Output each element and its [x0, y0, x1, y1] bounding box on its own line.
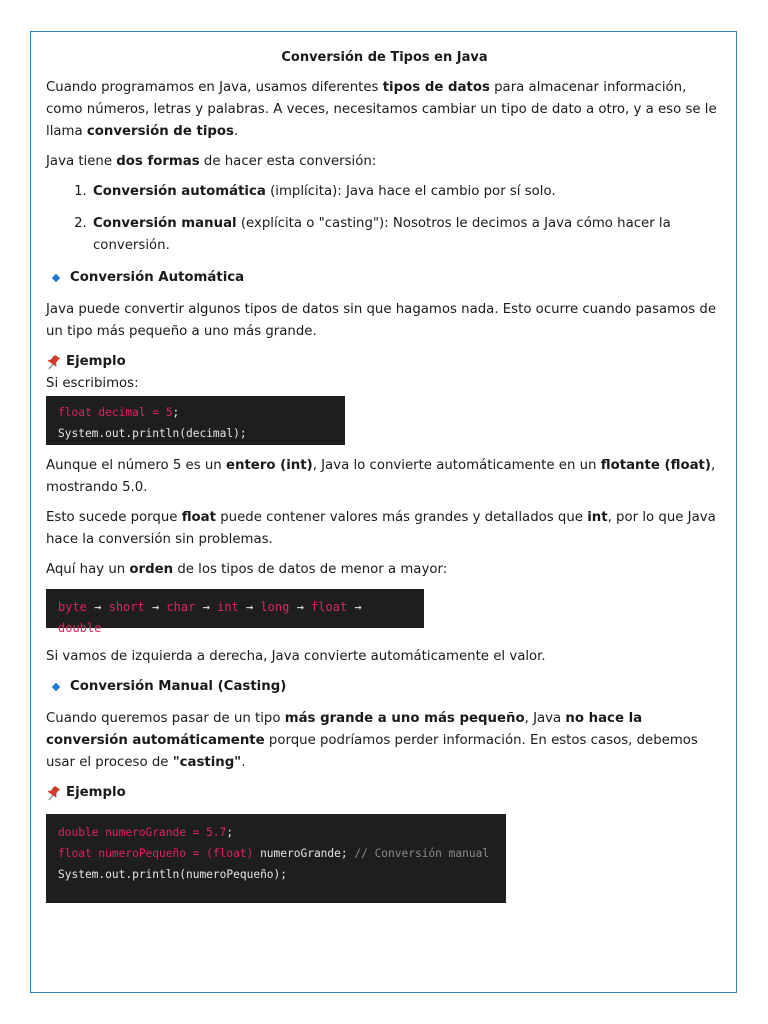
- automatic-description: Java puede convertir algunos tipos de datos sin que hagamos nada. Esto ocurre cuando pasamos de un tipo más pequeño a uno más grande.: [46, 302, 717, 339]
- si-escribimos-text: Si escribimos:: [46, 376, 139, 391]
- arrow: →: [354, 600, 362, 614]
- forms-paragraph: Java tiene dos formas de hacer esta conversión:: [46, 154, 377, 169]
- arrow: →: [202, 600, 210, 614]
- arrow: →: [245, 600, 254, 614]
- document-content: [46, 32, 723, 903]
- arrow: →: [296, 600, 304, 614]
- example-heading: Ejemplo: [46, 351, 723, 373]
- type-token: short: [108, 600, 145, 614]
- list-item: 2. Conversión manual (explícita o "casting"): Nosotros le decimos a Java cómo hacer la conversión.: [91, 213, 723, 257]
- example-heading: Ejemplo: [46, 782, 723, 804]
- diamond-icon: [52, 683, 60, 691]
- arrow: →: [151, 600, 160, 614]
- document-frame: [30, 31, 737, 993]
- document-title: Conversión de Tipos en Java: [281, 50, 488, 65]
- conversion-list: [46, 181, 723, 257]
- type-token: char: [166, 600, 196, 614]
- section-heading-manual: Conversión Manual (Casting): [50, 676, 723, 698]
- diamond-icon: [52, 274, 60, 282]
- code-block-manual: double numeroGrande = 5.7; float numeroPequeño = (float) numeroGrande; // Conversión manual System.out.println(numeroPequeño);: [46, 814, 506, 903]
- code-block-automatic: float decimal = 5; System.out.println(decimal);: [46, 396, 345, 445]
- type-token: double: [58, 621, 102, 635]
- arrow: →: [94, 600, 102, 614]
- type-token: int: [217, 600, 239, 614]
- intro-paragraph: Cuando programamos en Java, usamos diferentes tipos de datos para almacenar información, como números, letras y palabras. A veces, necesitamos cambiar un tipo de dato a otro, y a eso se le llama conversión de tipos.: [46, 80, 717, 139]
- pushpin-icon: [46, 354, 60, 370]
- izquierda-paragraph: Si vamos de izquierda a derecha, Java convierte automáticamente el valor.: [46, 649, 546, 664]
- type-token: float: [311, 600, 348, 614]
- list-item: 1. Conversión automática (implícita): Java hace el cambio por sí solo.: [91, 181, 723, 203]
- type-token: byte: [58, 600, 87, 614]
- section-heading-automatic: Conversión Automática: [50, 267, 723, 289]
- aunque-paragraph: Aunque el número 5 es un entero (int), Java lo convierte automáticamente en un flotante (float), mostrando 5.0.: [46, 458, 716, 495]
- code-block-type-order: [46, 589, 424, 635]
- esto-paragraph: Esto sucede porque float puede contener valores más grandes y detallados que int, por lo que Java hace la conversión sin problemas.: [46, 510, 716, 547]
- pushpin-icon: [46, 785, 60, 801]
- manual-paragraph: Cuando queremos pasar de un tipo más grande a uno más pequeño, Java no hace la conversión automáticamente porque podríamos perder información. En estos casos, debemos usar el proceso de "casting".: [46, 711, 698, 770]
- type-token: long: [260, 600, 290, 614]
- orden-paragraph: Aquí hay un orden de los tipos de datos de menor a mayor:: [46, 562, 448, 577]
